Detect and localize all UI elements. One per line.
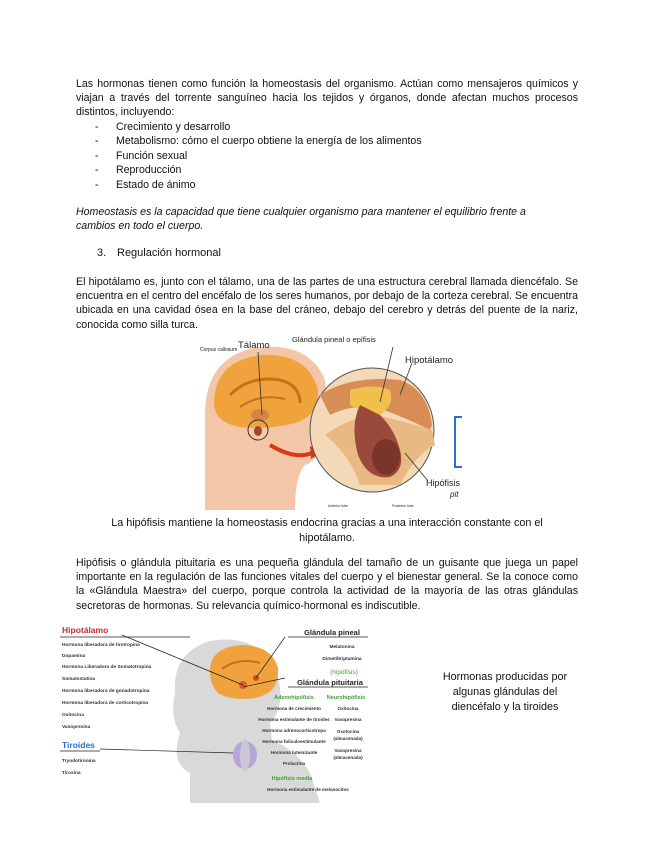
adeno-item: Hormona de crecimiento [267,706,321,711]
neuro-title: Neurohipófisis [326,695,366,701]
adeno-item: Hormona adrenocorticotropa [262,728,326,733]
adeno-item: Hormona luteinizante [270,750,318,755]
list-item: - Reproducción [95,164,182,177]
hormones-diagram [60,623,368,803]
media-title: Hipófisis media [271,776,313,782]
pituitaria-title: Glándula pituitaria [297,678,363,687]
pituitaria-sub: (hipofisis) [330,669,358,676]
hipotalamo-item: Vasopresina [62,725,91,730]
pineal-title: Glándula pineal [304,628,360,637]
neuro-item: Oxitocina [337,706,359,711]
hormone-functions-list [95,120,422,192]
hipotalamo-item: Hormona liberadora de gonadotropina [62,689,150,694]
anterior-label: Anterior lobe [328,504,348,508]
tiroides-title: Tiroides [62,740,95,750]
hipotalamo-item: Hormona liberadora de tirotropina [62,643,140,648]
talamo-label: Tálamo [238,340,270,351]
list-item: - Crecimiento y desarrollo [95,121,231,133]
pineal-label: Glándula pineal o epífisis [292,335,376,344]
hipotalamo-item: Somatostatina [62,677,96,682]
media-item: Hormona estimulante de melanocitos [267,787,349,792]
tiroides-item: Tryodotironina [62,759,96,764]
neuro-item: Oxotocina [336,729,360,734]
intro-paragraph: Las hormonas tienen como función la homeostasis del organismo. Actúan como mensajeros químicos y viajan a través del torrente sanguíneo hacia los tejidos y órganos, donde afectan muchos procesos distintos, incluyendo: [76,78,578,119]
list-item: - Estado de ánimo [95,178,196,191]
adeno-title: Adenohipófisis [274,695,314,701]
diagram-brain [210,645,278,699]
hypothalamus-pituitary-figure [200,335,465,510]
hipofisis-label: Hipófisis [426,478,461,488]
section-title: Regulación hormonal [117,247,221,259]
neuro-item: Vasopresina [334,717,362,722]
section-number: 3. [97,247,107,259]
hipotalamo-item: Hormona Liberadora de Somatotropina [62,665,152,670]
neuro-item: (almacenada) [333,755,363,760]
hipotalamo-label: Hipotálamo [405,355,454,366]
pineal-item: Dimetiltriptamina [322,657,362,662]
pit-label: pit [450,490,459,499]
homeostasis-definition: Homeostasis es la capacidad que tiene cualquier organismo para mantener el equilibrio frente a cambios en todo el cuerpo. [76,206,526,233]
section-heading [97,247,221,259]
adeno-item: Hormona estimulante de tiroides [258,717,330,722]
pineal-item: Melatonina [329,645,355,650]
list-item: - Función sexual [95,149,188,162]
adeno-item: Prolactina [282,761,306,766]
hipotalamo-item: Dopamina [62,654,86,659]
neuro-item: Vasopresina [334,748,362,753]
posterior-label: Posterior lobe [392,504,414,508]
hipotalamo-item: Oxitocina [62,713,84,718]
hipotalamo-title: Hipotálamo [62,625,109,635]
figure1-caption: La hipófisis mantiene la homeostasis endocrina gracias a una interacción constante con el hipotálamo. [111,517,543,544]
corpus-label: Corpus callosum [200,347,238,353]
figure2-caption: Hormonas producidas por algunas glándulas del diencéfalo y la tiroides [442,671,568,713]
neuro-item: (almacenada) [333,736,363,741]
hypothalamus-paragraph: El hipotálamo es, junto con el tálamo, una de las partes de una estructura cerebral llamada diencéfalo. Se encuentra en el centro del encéfalo de los seres humanos, por debajo de la corteza cerebral. Se encuentra ubicada en una cavidad ósea en la base del cráneo, debajo del cerebro y detrás del puente de la nariz, conocida como silla turca. [76,276,578,331]
list-item: - Metabolismo: cómo el cuerpo obtiene la energía de los alimentos [95,135,422,148]
tiroides-item: Tiroxina [62,771,81,776]
hipotalamo-item: Hormona liberadora de corticotropina [62,701,149,706]
adeno-item: Hormona foliculoestimulante [262,739,326,744]
pituitary-paragraph: Hipófisis o glándula pituitaria es una pequeña glándula del tamaño de un guisante que juega un papel importante en la regulación de las funciones vitales del cuerpo y el bienestar general. Se la conoce como la «Glándula Maestra» del cuerpo, porque controla la actividad de la mayoría de las otras glándulas secretoras de hormonas. Su relevancia químico-hormonal es indiscutible. [76,557,578,612]
